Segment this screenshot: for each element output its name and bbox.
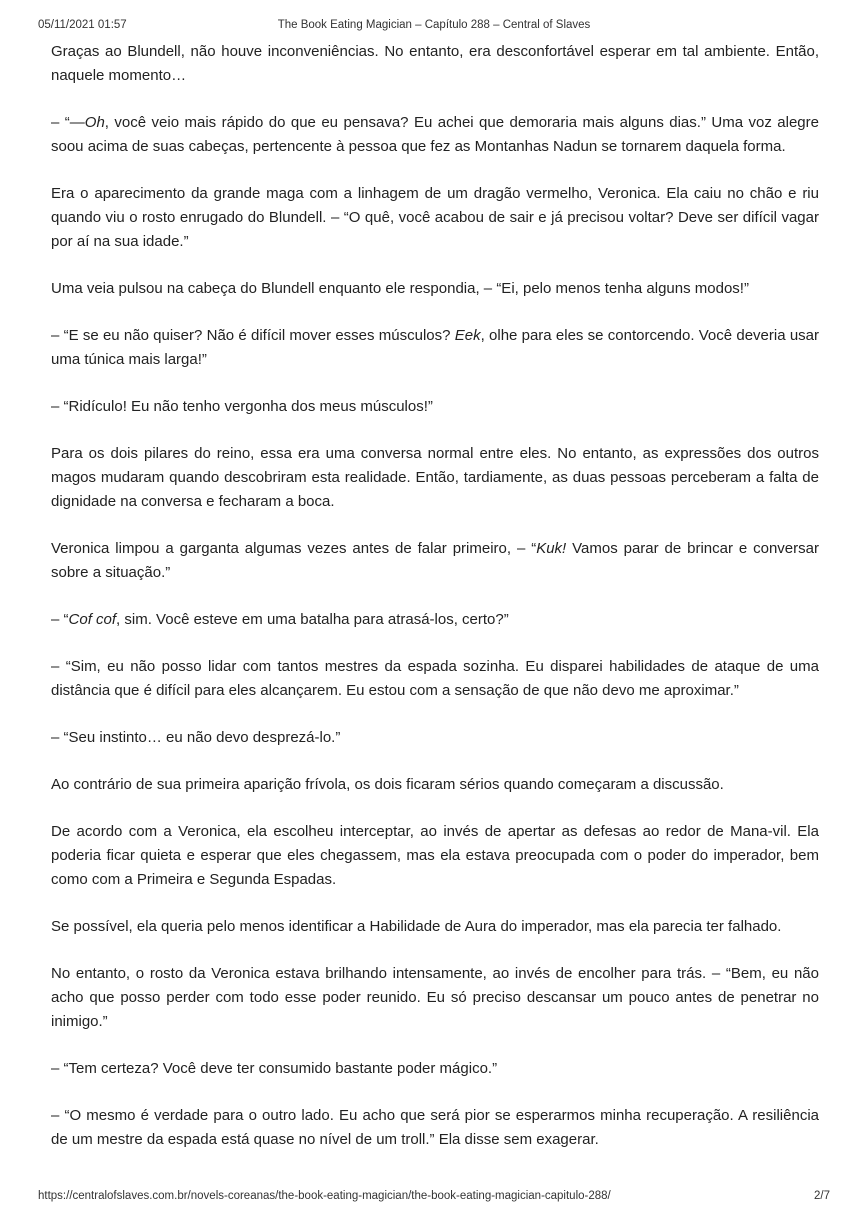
paragraph [51, 1104, 819, 1152]
text-segment: – “Seu instinto… eu não devo desprezá-lo.” [51, 729, 341, 746]
text-segment: , olhe para eles se contorcendo. Você deveria usar uma túnica mais larga!” [51, 327, 819, 368]
paragraph [51, 40, 819, 88]
paragraph [51, 608, 819, 632]
paragraph [51, 655, 819, 703]
text-segment: Se possível, ela queria pelo menos identificar a Habilidade de Aura do imperador, mas ela parecia ter falhado. [51, 918, 782, 935]
text-segment: – “Ridículo! Eu não tenho vergonha dos meus músculos!” [51, 398, 433, 415]
text-segment: Era o aparecimento da grande maga com a linhagem de um dragão vermelho, Veronica. Ela caiu no chão e riu quando viu o rosto enrugado do Blundell. – “O quê, você acabou de sair e já precisou voltar? Deve ser difícil vagar por aí na sua idade.” [51, 185, 819, 250]
paragraph [51, 442, 819, 514]
italic-text: Kuk! [536, 540, 567, 557]
paragraph [51, 111, 819, 159]
italic-text: Cof cof [68, 611, 117, 628]
page-footer-url: https://centralofslaves.com.br/novels-coreanas/the-book-eating-magician/the-book-eating-magician-capitulo-288/ [38, 1190, 611, 1202]
paragraph [51, 962, 819, 1034]
paragraph [51, 324, 819, 372]
page-number: 2/7 [814, 1190, 830, 1202]
article-body [51, 40, 819, 1175]
paragraph [51, 182, 819, 254]
text-segment: – “— [51, 114, 85, 131]
page-header-title: The Book Eating Magician – Capítulo 288 – Central of Slaves [277, 19, 591, 31]
paragraph [51, 915, 819, 939]
italic-text: Eek [454, 327, 481, 344]
text-segment: De acordo com a Veronica, ela escolheu interceptar, ao invés de apertar as defesas ao redor de Mana-vil. Ela poderia ficar quieta e esperar que eles chegassem, mas ela estava preocupada com o poder do imperador, bem como com a Primeira e Segunda Espadas. [51, 823, 819, 888]
text-segment: – “O mesmo é verdade para o outro lado. Eu acho que será pior se esperarmos minha recuperação. A resiliência de um mestre da espada está quase no nível de um troll.” Ela disse sem exagerar. [51, 1107, 819, 1148]
text-segment: Para os dois pilares do reino, essa era uma conversa normal entre eles. No entanto, as expressões dos outros magos mudaram quando descobriram esta realidade. Então, tardiamente, as duas pessoas perceberam a falta de dignidade na conversa e fecharam a boca. [51, 445, 819, 510]
paragraph [51, 537, 819, 585]
text-segment: – “Sim, eu não posso lidar com tantos mestres da espada sozinha. Eu disparei habilidades de ataque de uma distância que é difícil para eles alcançarem. Eu estou com a sensação de que não devo me aproximar.” [51, 658, 819, 699]
text-segment: Ao contrário de sua primeira aparição frívola, os dois ficaram sérios quando começaram a discussão. [51, 776, 724, 793]
text-segment: – “Tem certeza? Você deve ter consumido bastante poder mágico.” [51, 1060, 498, 1077]
text-segment: Uma veia pulsou na cabeça do Blundell enquanto ele respondia, – “Ei, pelo menos tenha alguns modos!” [51, 280, 749, 297]
page-header-datetime: 05/11/2021 01:57 [38, 19, 127, 31]
paragraph [51, 277, 819, 301]
paragraph [51, 820, 819, 892]
paragraph [51, 1057, 819, 1081]
italic-text: Oh [84, 114, 105, 131]
text-segment: Graças ao Blundell, não houve inconveniências. No entanto, era desconfortável esperar em tal ambiente. Então, naquele momento… [51, 43, 819, 84]
text-segment: , sim. Você esteve em uma batalha para atrasá-los, certo?” [116, 611, 509, 628]
paragraph [51, 395, 819, 419]
text-segment: Vamos parar de brincar e conversar sobre a situação.” [51, 540, 819, 581]
paragraph [51, 773, 819, 797]
text-segment: – “E se eu não quiser? Não é difícil mover esses músculos? [51, 327, 455, 344]
paragraph [51, 726, 819, 750]
text-segment: Veronica limpou a garganta algumas vezes antes de falar primeiro, – “ [51, 540, 537, 557]
text-segment: – “ [51, 611, 69, 628]
text-segment: No entanto, o rosto da Veronica estava brilhando intensamente, ao invés de encolher para trás. – “Bem, eu não acho que posso perder com todo esse poder reunido. Eu só preciso descansar um pouco antes de penetrar no inimigo.” [51, 965, 819, 1030]
text-segment: , você veio mais rápido do que eu pensava? Eu achei que demoraria mais alguns dias.” Uma voz alegre soou acima de suas cabeças, pertencente à pessoa que fez as Montanhas Nadun se tornarem daquela forma. [51, 114, 819, 155]
